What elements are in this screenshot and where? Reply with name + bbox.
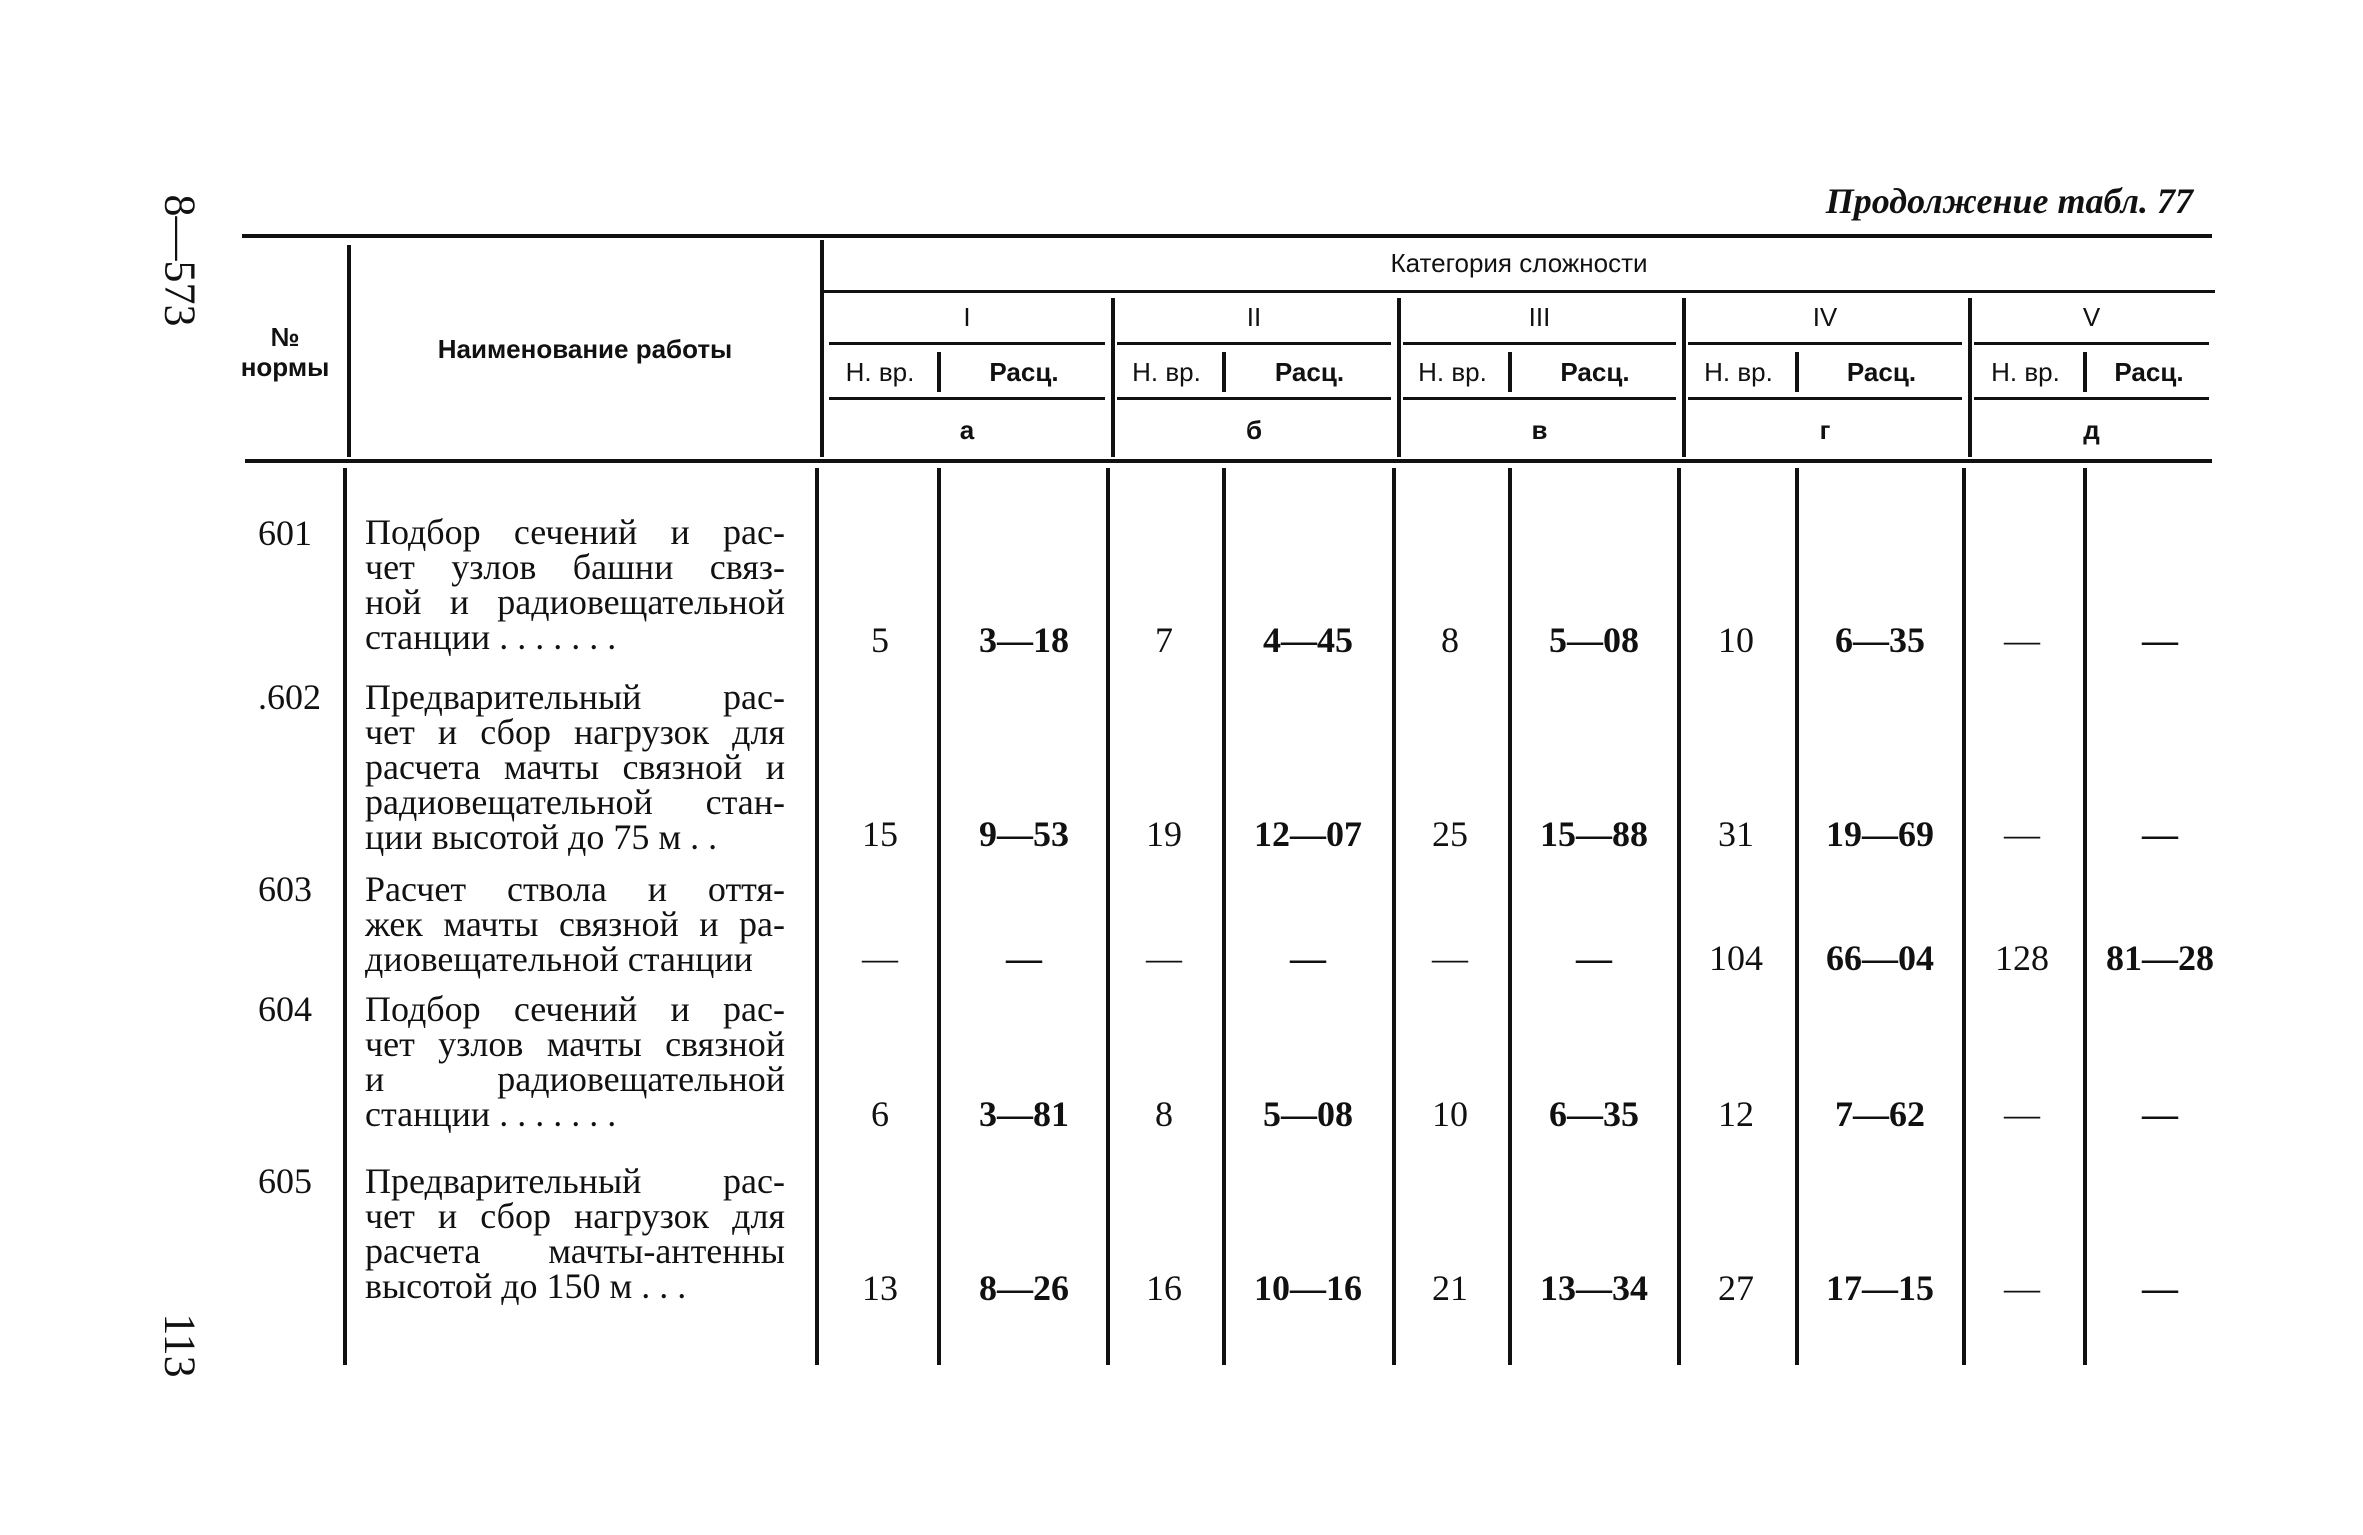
work-name-line: станции . . . . . . . (365, 617, 617, 657)
rate-value: 4—45 (1263, 620, 1353, 660)
body-divider-work (815, 468, 819, 1365)
category-roman-2: II (1246, 301, 1262, 332)
rate-value: 66—04 (1826, 938, 1934, 978)
norm-number: 604 (258, 989, 312, 1029)
time-norm-value: 6 (871, 1094, 889, 1134)
roman-rule (1403, 342, 1676, 345)
work-name-line: Предварительный рас- (365, 1161, 785, 1201)
time-norm-value: 10 (1432, 1094, 1468, 1134)
time-norm-value: 7 (1155, 620, 1173, 660)
header-bottom-rule (245, 459, 2212, 463)
work-name-line: Подбор сечений и рас- (365, 989, 785, 1029)
work-name-line: чет и сбор нагрузок для (365, 712, 785, 752)
subheader-time-1: Н. вр. (845, 356, 915, 387)
rate-value: 3—81 (979, 1094, 1069, 1134)
time-norm-value: 10 (1718, 620, 1754, 660)
time-norm-value: 8 (1155, 1094, 1173, 1134)
body-column-divider (2083, 468, 2087, 1365)
time-norm-value: 13 (862, 1268, 898, 1308)
category-letter-4: г (1819, 414, 1831, 445)
work-name-line: ции высотой до 75 м . . (365, 817, 718, 857)
time-norm-value: — (862, 938, 898, 978)
rate-value: — (1290, 938, 1326, 978)
roman-rule (1117, 342, 1391, 345)
rate-value: — (2142, 1094, 2178, 1134)
rate-value: 5—08 (1549, 620, 1639, 660)
norm-number: 605 (258, 1161, 312, 1201)
column-header-work: Наименование работы (437, 334, 733, 365)
time-norm-value: 5 (871, 620, 889, 660)
time-norm-value: — (2004, 1268, 2040, 1308)
body-column-divider (1795, 468, 1799, 1365)
work-name-line: чет узлов башни связ- (365, 547, 785, 587)
rate-value: 17—15 (1826, 1268, 1934, 1308)
category-roman-5: V (2082, 301, 2101, 332)
work-name-line: Предварительный рас- (365, 677, 785, 717)
work-name-line: расчета мачты связной и (365, 747, 785, 787)
work-name-line: Расчет ствола и оття- (365, 869, 785, 909)
time-norm-value: 19 (1146, 814, 1182, 854)
time-norm-value: — (1146, 938, 1182, 978)
subheader-time-3: Н. вр. (1418, 356, 1487, 387)
rate-value: 13—34 (1540, 1268, 1648, 1308)
rate-value: 81—28 (2106, 938, 2214, 978)
rate-value: 15—88 (1540, 814, 1648, 854)
subhead-rule (1688, 397, 1962, 400)
subheader-time-4: Н. вр. (1704, 356, 1773, 387)
time-norm-value: 128 (1995, 938, 2049, 978)
norm-number: 603 (258, 869, 312, 909)
roman-rule (1688, 342, 1962, 345)
roman-rule (1974, 342, 2209, 345)
time-norm-value: — (2004, 1094, 2040, 1134)
time-norm-value: — (2004, 814, 2040, 854)
column-header-category: Категория сложности (1390, 248, 1648, 279)
work-name-line: высотой до 150 м . . . (365, 1266, 687, 1306)
page-number: 113 (155, 1312, 205, 1378)
time-norm-value: 25 (1432, 814, 1468, 854)
subhead-rule (1117, 397, 1391, 400)
rate-value: — (2142, 1268, 2178, 1308)
work-name-line: станции . . . . . . . (365, 1094, 617, 1134)
subhead-rule (1403, 397, 1676, 400)
time-norm-value: 12 (1718, 1094, 1754, 1134)
rate-value: — (2142, 814, 2178, 854)
time-norm-value: 21 (1432, 1268, 1468, 1308)
body-column-divider (1677, 468, 1681, 1365)
body-divider-no (343, 468, 347, 1365)
rate-value: — (2142, 620, 2178, 660)
work-name (365, 989, 785, 1134)
work-name-line: радиовещательной стан- (365, 782, 785, 822)
subheader-time-5: Н. вр. (1991, 356, 2060, 387)
work-name (365, 512, 785, 657)
subhead-rule (1974, 397, 2209, 400)
table-continuation-title: Продолжение табл. 77 (1825, 181, 2193, 221)
rate-value: 7—62 (1835, 1094, 1925, 1134)
time-norm-value: 27 (1718, 1268, 1754, 1308)
work-name-line: Подбор сечений и рас- (365, 512, 785, 552)
time-norm-value: — (1432, 938, 1468, 978)
top-rule (242, 234, 2212, 238)
time-norm-value: — (2004, 620, 2040, 660)
rate-value: — (1006, 938, 1042, 978)
work-name-line: диовещательной станции (365, 939, 753, 979)
body-column-divider (1106, 468, 1110, 1365)
work-name-line: расчета мачты-антенны (365, 1231, 785, 1271)
rate-value: 3—18 (979, 620, 1069, 660)
body-column-divider (1222, 468, 1226, 1365)
work-name-line: чет узлов мачты связной (365, 1024, 785, 1064)
work-name-line: ной и радиовещательной (365, 582, 785, 622)
rate-value: 5—08 (1263, 1094, 1353, 1134)
subheader-rate-4: Расц. (1846, 356, 1917, 387)
category-letter-3: в (1531, 414, 1548, 445)
body-column-divider (1508, 468, 1512, 1365)
rate-value: 10—16 (1254, 1268, 1362, 1308)
column-header-no: № нормы (240, 321, 330, 382)
rate-value: 9—53 (979, 814, 1069, 854)
work-name-line: чет и сбор нагрузок для (365, 1196, 785, 1236)
norm-number: .602 (258, 677, 321, 717)
work-name (365, 677, 785, 857)
category-letter-2: б (1245, 414, 1263, 445)
work-name-line: и радиовещательной (365, 1059, 785, 1099)
category-letter-5: д (2083, 414, 2100, 445)
rate-value: 6—35 (1549, 1094, 1639, 1134)
time-norm-value: 15 (862, 814, 898, 854)
body-column-divider (1962, 468, 1966, 1365)
work-name (365, 869, 785, 979)
body-column-divider (937, 468, 941, 1365)
rate-value: 12—07 (1254, 814, 1362, 854)
subheader-rate-5: Расц. (2114, 356, 2184, 387)
category-rule (823, 290, 2215, 293)
subheader-rate-2: Расц. (1274, 356, 1345, 387)
category-letter-1: а (959, 414, 975, 445)
norm-number: 601 (258, 513, 312, 553)
rate-value: 19—69 (1826, 814, 1934, 854)
body-column-divider (1392, 468, 1396, 1365)
work-name (365, 1161, 785, 1306)
rate-value: — (1576, 938, 1612, 978)
subheader-rate-3: Расц. (1560, 356, 1630, 387)
time-norm-value: 8 (1441, 620, 1459, 660)
roman-rule (829, 342, 1105, 345)
subheader-time-2: Н. вр. (1132, 356, 1201, 387)
time-norm-value: 31 (1718, 814, 1754, 854)
subhead-rule (829, 397, 1105, 400)
category-roman-1: I (963, 301, 971, 332)
time-norm-value: 16 (1146, 1268, 1182, 1308)
category-roman-3: III (1528, 301, 1551, 332)
category-roman-4: IV (1812, 301, 1838, 332)
side-code: 8—573 (155, 194, 205, 326)
rate-value: 6—35 (1835, 620, 1925, 660)
work-name-line: жек мачты связной и ра- (365, 904, 785, 944)
rate-value: 8—26 (979, 1268, 1069, 1308)
time-norm-value: 104 (1709, 938, 1763, 978)
subheader-rate-1: Расц. (989, 356, 1059, 387)
